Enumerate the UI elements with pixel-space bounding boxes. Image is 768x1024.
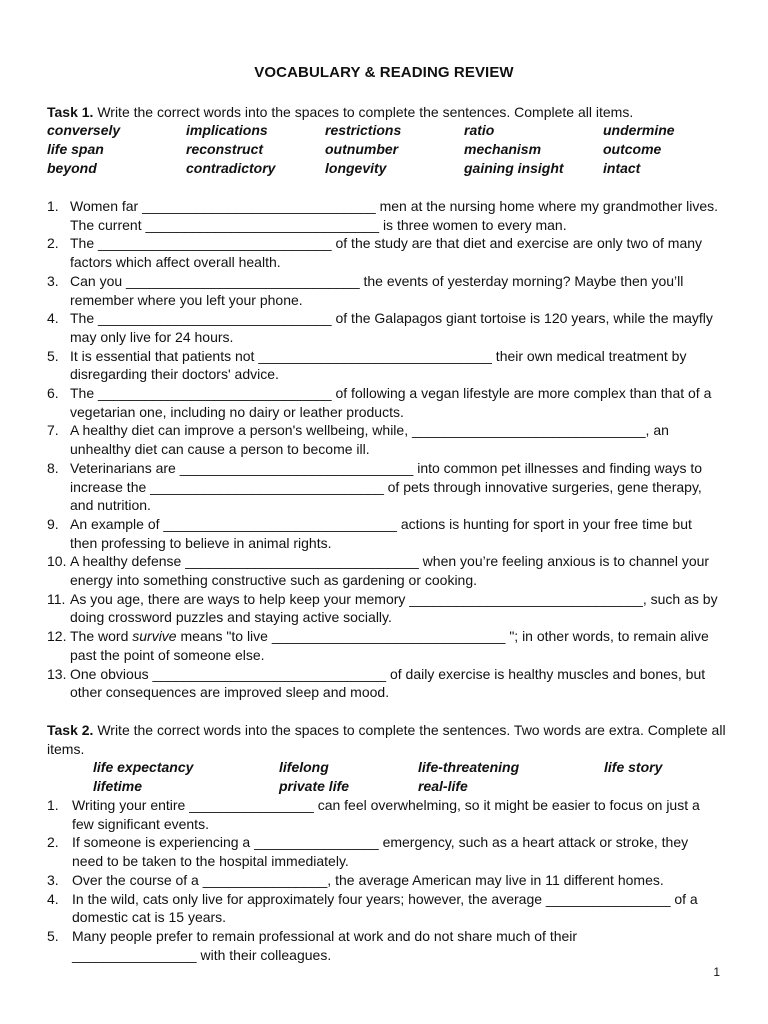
list-item: 10. A healthy defense ______________________________ when you’re feeling anxious is to channel your energy into something constructive such as gardening or cooking. xyxy=(47,553,710,589)
word-bank-item: implications xyxy=(186,122,268,138)
word-bank-item: life expectancy xyxy=(93,759,194,775)
list-item: 4. In the wild, cats only live for approximately four years; however, the average ________________ of a domestic cat is 15 years. xyxy=(47,890,698,926)
list-item: 11. As you age, there are ways to help keep your memory ______________________________, such as by doing crossword puzzles and staying active socially. xyxy=(47,590,718,626)
word-bank-item: lifelong xyxy=(279,759,329,775)
page-title: VOCABULARY & READING REVIEW xyxy=(254,64,514,81)
word-bank-item: outcome xyxy=(603,141,662,157)
list-item: 5. It is essential that patients not ______________________________ their own medical treatment by disregarding their doctors' advice. xyxy=(47,347,687,383)
word-bank-item: gaining insight xyxy=(464,160,564,176)
word-bank-item: conversely xyxy=(47,122,121,138)
task1-instruction xyxy=(47,103,727,122)
word-bank-item: mechanism xyxy=(464,141,542,157)
list-item: 8. Veterinarians are ______________________________ into common pet illnesses and finding ways to increase the ______________________________ of pets through innovative surgeries, gene therapy, and nutrition. xyxy=(47,459,703,514)
list-item: 5. Many people prefer to remain professional at work and do not share much of their ________________ with their colleagues. xyxy=(47,927,578,963)
word-bank-item: undermine xyxy=(603,122,675,138)
task2-item-list xyxy=(47,796,719,964)
word-bank-item: life span xyxy=(47,141,104,157)
word-bank-item: contradictory xyxy=(186,160,276,176)
word-bank-item: life story xyxy=(604,759,663,775)
task1-item-list xyxy=(47,197,722,702)
page-number: 1 xyxy=(713,965,720,979)
task1-label: Task 1. xyxy=(47,104,94,120)
list-item: 9. An example of ______________________________ actions is hunting for sport in your free time but then professing to believe in animal rights. xyxy=(47,515,692,551)
list-item: 2. The ______________________________ of the study are that diet and exercise are only two of many factors which affect overall health. xyxy=(47,235,703,271)
list-item: 12. The word survive means "to live ______________________________ "; in other words, to remain alive past the point of someone else. xyxy=(47,628,709,663)
word-bank-item: beyond xyxy=(47,160,97,176)
word-bank-item: intact xyxy=(603,160,641,176)
list-item: 1. Women far ______________________________ men at the nursing home where my grandmother lives. The current ______________________________ is three women to every man. xyxy=(47,198,719,233)
list-item: 2. If someone is experiencing a ________________ emergency, such as a heart attack or stroke, they need to be taken to the hospital immediately. xyxy=(47,834,689,870)
task2-instruction-text: Write the correct words into the spaces to complete the sentences. Two words are extra. Complete all items. xyxy=(47,722,726,757)
list-item: 13. One obvious ______________________________ of daily exercise is healthy muscles and bones, but other consequences are improved sleep and mood. xyxy=(47,665,706,701)
task1-instruction-text: Write the correct words into the spaces to complete the sentences. Complete all items. xyxy=(97,104,634,120)
list-item: 1. Writing your entire ________________ can feel overwhelming, so it might be easier to focus on just a few significant events. xyxy=(47,797,700,832)
list-item: 6. The ______________________________ of following a vegan lifestyle are more complex than that of a vegetarian one, including no dairy or leather products. xyxy=(47,385,712,420)
word-bank-item: outnumber xyxy=(325,141,399,157)
word-bank-item: reconstruct xyxy=(186,141,264,157)
list-item: 7. A healthy diet can improve a person's wellbeing, while, ______________________________, an unhealthy diet can cause a person to become ill. xyxy=(47,422,669,458)
word-bank-item: ratio xyxy=(464,122,495,138)
word-bank-item: life-threatening xyxy=(418,759,520,775)
list-item: 3. Can you ______________________________ the events of yesterday morning? Maybe then you’ll remember where you left your phone. xyxy=(47,272,684,308)
task2-instruction xyxy=(47,721,727,759)
word-bank-item: lifetime xyxy=(93,778,143,794)
list-item: 4. The ______________________________ of the Galapagos giant tortoise is 120 years, while the mayfly may only live for 24 hours. xyxy=(47,310,713,345)
word-bank-item: real-life xyxy=(418,778,468,794)
word-bank-item: longevity xyxy=(325,160,387,176)
list-item: 3. Over the course of a ________________, the average American may live in 11 different homes. xyxy=(47,871,664,888)
word-bank-item: private life xyxy=(279,778,350,794)
word-bank-item: restrictions xyxy=(325,122,402,138)
task2-label: Task 2. xyxy=(47,722,94,738)
